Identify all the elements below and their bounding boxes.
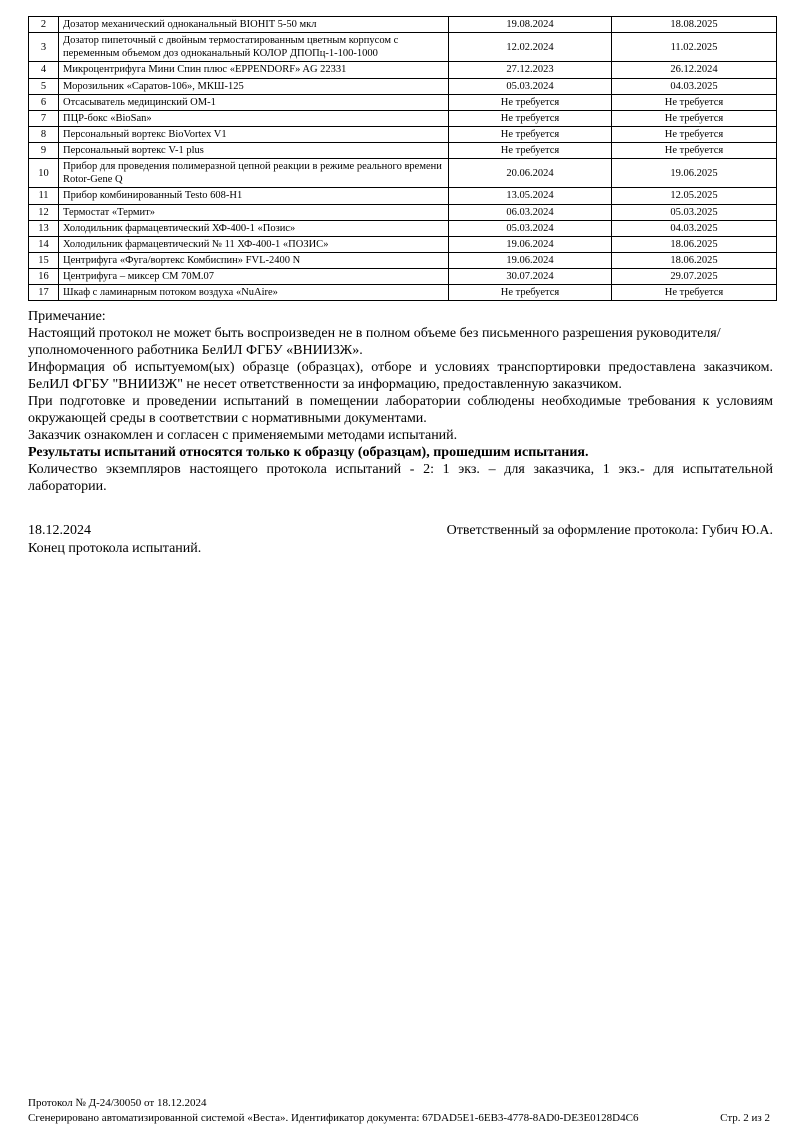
valid-until-cell: Не требуется xyxy=(612,126,777,142)
table-row xyxy=(29,33,777,62)
verification-date-cell: 19.06.2024 xyxy=(449,236,612,252)
table-row xyxy=(29,220,777,236)
table-row xyxy=(29,236,777,252)
valid-until-cell: 11.02.2025 xyxy=(612,33,777,62)
verification-date-cell: Не требуется xyxy=(449,110,612,126)
valid-until-cell: Не требуется xyxy=(612,143,777,159)
valid-until-cell: Не требуется xyxy=(612,285,777,301)
row-number-cell: 8 xyxy=(29,126,59,142)
equipment-name-cell: Морозильник «Саратов-106», МКШ-125 xyxy=(59,78,449,94)
verification-date-cell: 06.03.2024 xyxy=(449,204,612,220)
row-number-cell: 14 xyxy=(29,236,59,252)
valid-until-cell: Не требуется xyxy=(612,110,777,126)
page-footer xyxy=(28,1096,770,1126)
footer-generated-info: Сгенерировано автоматизированной системой «Веста». Идентификатор документа: 67DAD5E1-6EB3-4778-8AD0-DE3E0128D4C6 xyxy=(28,1112,639,1124)
verification-date-cell: 30.07.2024 xyxy=(449,269,612,285)
verification-date-cell: Не требуется xyxy=(449,94,612,110)
responsible-person: Ответственный за оформление протокола: Губич Ю.А. xyxy=(446,523,773,539)
equipment-name-cell: Прибор для проведения полимеразной цепной реакции в режиме реального времени Rotor-Gene Q xyxy=(59,159,449,188)
row-number-cell: 12 xyxy=(29,204,59,220)
valid-until-cell: 04.03.2025 xyxy=(612,78,777,94)
row-number-cell: 16 xyxy=(29,269,59,285)
equipment-name-cell: Прибор комбинированный Testo 608-H1 xyxy=(59,188,449,204)
notes-label: Примечание: xyxy=(28,309,106,325)
table-row xyxy=(29,17,777,33)
verification-date-cell: 27.12.2023 xyxy=(449,62,612,78)
row-number-cell: 2 xyxy=(29,17,59,33)
equipment-table xyxy=(28,16,777,301)
equipment-name-cell: Центрифуга «Фуга/вортекс Комбиспин» FVL-2400 N xyxy=(59,252,449,268)
valid-until-cell: 12.05.2025 xyxy=(612,188,777,204)
valid-until-cell: 26.12.2024 xyxy=(612,62,777,78)
table-row xyxy=(29,285,777,301)
signature-row xyxy=(28,522,773,540)
equipment-name-cell: Термостат «Термит» xyxy=(59,204,449,220)
equipment-name-cell: ПЦР-бокс «BioSan» xyxy=(59,110,449,126)
equipment-name-cell: Отсасыватель медицинский ОМ-1 xyxy=(59,94,449,110)
table-row xyxy=(29,143,777,159)
note-paragraph: Настоящий протокол не может быть воспроизведен не в полном объеме без письменного разрешения руководителя/уполномоченного работника БелИЛ ФГБУ «ВНИИЗЖ». xyxy=(28,326,721,359)
equipment-name-cell: Дозатор пипеточный с двойным термостатированным цветным корпусом с переменным объемом доз одноканальный КОЛОР ДПОПц-1-100-1000 xyxy=(59,33,449,62)
equipment-name-cell: Шкаф с ламинарным потоком воздуха «NuAire» xyxy=(59,285,449,301)
verification-date-cell: 19.08.2024 xyxy=(449,17,612,33)
equipment-name-cell: Центрифуга – миксер СМ 70М.07 xyxy=(59,269,449,285)
equipment-name-cell: Персональный вортекс V-1 plus xyxy=(59,143,449,159)
valid-until-cell: Не требуется xyxy=(612,94,777,110)
table-row xyxy=(29,94,777,110)
notes-section xyxy=(28,308,773,495)
row-number-cell: 4 xyxy=(29,62,59,78)
table-row xyxy=(29,62,777,78)
row-number-cell: 6 xyxy=(29,94,59,110)
note-paragraph: Информация об испытуемом(ых) образце (образцах), отборе и условиях транспортировки предоставлена заказчиком. БелИЛ ФГБУ "ВНИИЗЖ" не несет ответственности за информацию, предоставленную заказчиком. xyxy=(28,360,773,393)
row-number-cell: 3 xyxy=(29,33,59,62)
valid-until-cell: 18.06.2025 xyxy=(612,252,777,268)
verification-date-cell: 05.03.2024 xyxy=(449,78,612,94)
row-number-cell: 9 xyxy=(29,143,59,159)
table-row xyxy=(29,252,777,268)
table-row xyxy=(29,269,777,285)
footer-protocol-number: Протокол № Д-24/30050 от 18.12.2024 xyxy=(28,1097,207,1109)
equipment-name-cell: Дозатор механический одноканальный BIOHIT 5-50 мкл xyxy=(59,17,449,33)
verification-date-cell: 12.02.2024 xyxy=(449,33,612,62)
row-number-cell: 17 xyxy=(29,285,59,301)
equipment-name-cell: Холодильник фармацевтический ХФ-400-1 «Позис» xyxy=(59,220,449,236)
table-row xyxy=(29,78,777,94)
row-number-cell: 10 xyxy=(29,159,59,188)
valid-until-cell: 18.08.2025 xyxy=(612,17,777,33)
verification-date-cell: Не требуется xyxy=(449,143,612,159)
footer-page-number: Стр. 2 из 2 xyxy=(720,1112,770,1124)
note-paragraph: Заказчик ознакомлен и согласен с применяемыми методами испытаний. xyxy=(28,428,458,444)
verification-date-cell: Не требуется xyxy=(449,126,612,142)
table-row xyxy=(29,110,777,126)
table-row xyxy=(29,126,777,142)
valid-until-cell: 05.03.2025 xyxy=(612,204,777,220)
verification-date-cell: 19.06.2024 xyxy=(449,252,612,268)
equipment-name-cell: Холодильник фармацевтический № 11 ХФ-400-1 «ПОЗИС» xyxy=(59,236,449,252)
note-paragraph: Количество экземпляров настоящего протокола испытаний - 2: 1 экз. – для заказчика, 1 экз.- для испытательной лаборатории. xyxy=(28,462,773,495)
note-paragraph: При подготовке и проведении испытаний в помещении лаборатории соблюдены необходимые требования к условиям окружающей среды в соответствии с нормативными документами. xyxy=(28,394,773,427)
valid-until-cell: 18.06.2025 xyxy=(612,236,777,252)
verification-date-cell: 13.05.2024 xyxy=(449,188,612,204)
valid-until-cell: 29.07.2025 xyxy=(612,269,777,285)
row-number-cell: 5 xyxy=(29,78,59,94)
equipment-name-cell: Микроцентрифуга Мини Спин плюс «EPPENDORF» AG 22331 xyxy=(59,62,449,78)
row-number-cell: 13 xyxy=(29,220,59,236)
protocol-date: 18.12.2024 xyxy=(28,523,91,539)
row-number-cell: 7 xyxy=(29,110,59,126)
row-number-cell: 11 xyxy=(29,188,59,204)
table-row xyxy=(29,188,777,204)
valid-until-cell: 19.06.2025 xyxy=(612,159,777,188)
equipment-name-cell: Персональный вортекс BioVortex V1 xyxy=(59,126,449,142)
verification-date-cell: 20.06.2024 xyxy=(449,159,612,188)
verification-date-cell: Не требуется xyxy=(449,285,612,301)
valid-until-cell: 04.03.2025 xyxy=(612,220,777,236)
note-paragraph: Результаты испытаний относятся только к образцу (образцам), прошедшим испытания. xyxy=(28,445,589,461)
row-number-cell: 15 xyxy=(29,252,59,268)
verification-date-cell: 05.03.2024 xyxy=(449,220,612,236)
notes-paragraphs xyxy=(28,325,773,495)
end-of-protocol-line: Конец протокола испытаний. xyxy=(28,541,202,557)
table-row xyxy=(29,204,777,220)
table-row xyxy=(29,159,777,188)
